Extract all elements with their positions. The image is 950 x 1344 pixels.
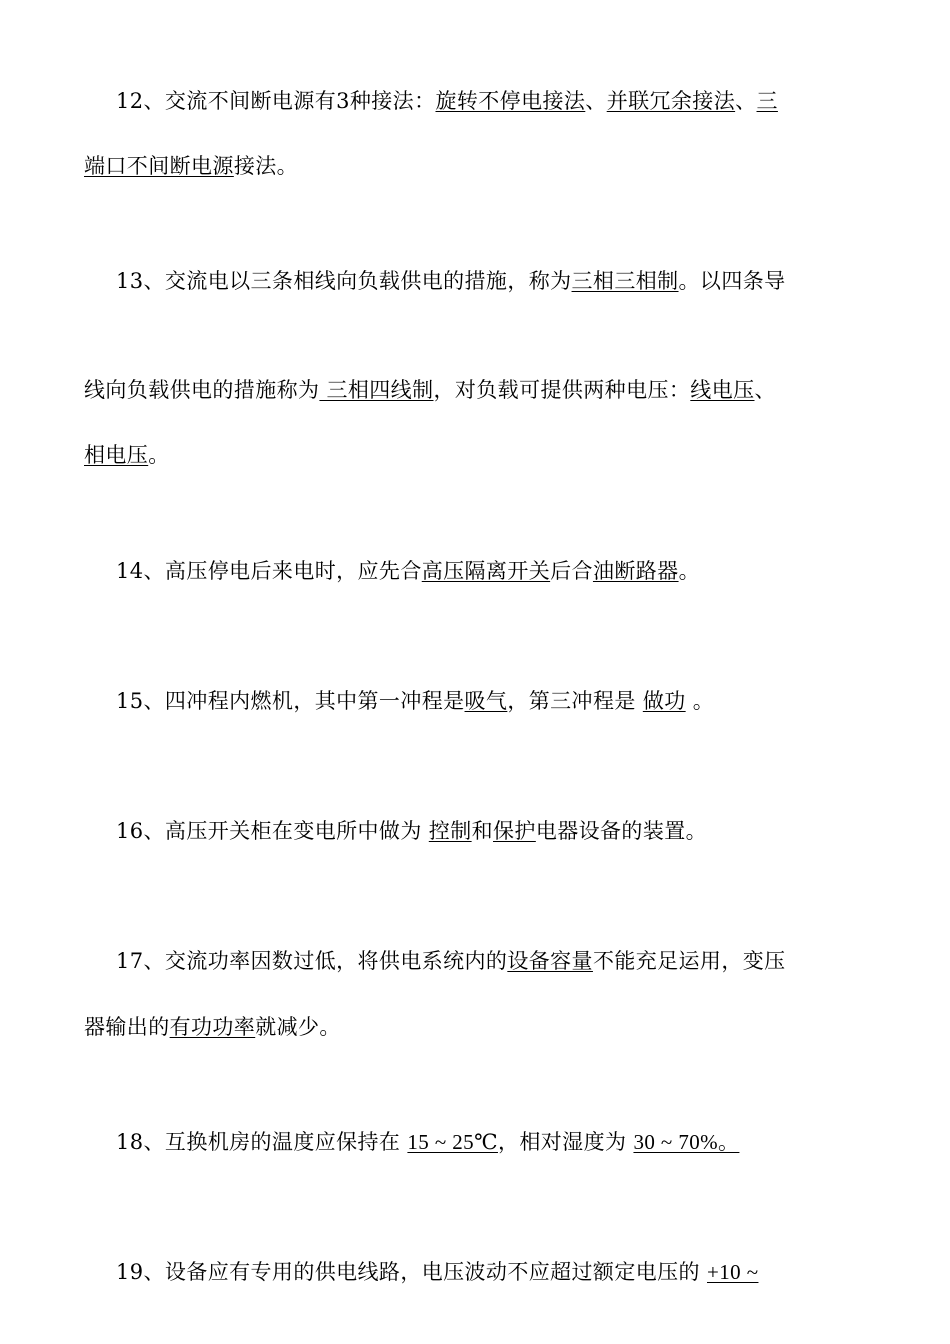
answer-temperature-range: 15 ~ 25℃ [407,1130,498,1154]
item-13-text-3: ，对负载可提供两种电压： [433,378,691,402]
separator: 、 [585,89,607,113]
item-17-text-end: 就减少。 [255,1015,341,1039]
item-15-text-2: ，第三冲程是 [507,689,643,713]
item-13-text: 13、交流电以三条相线向负载供电的措施，称为 [116,269,572,293]
item-17-text: 17、交流功率因数过低，将供电系统内的 [116,949,508,973]
period: 。 [685,689,715,713]
item-17-line-2 [84,1012,869,1042]
period: 。 [678,559,700,583]
item-12-text-end: 接法。 [233,154,299,178]
item-12-text: 12、交流不间断电源有3种接法： [116,89,436,113]
answer-hv-isolator: 高压隔离开关 [421,559,551,583]
item-14-text: 14、高压停电后来电时，应先合 [116,559,422,583]
answer-oil-breaker: 油断路器 [592,559,679,583]
item-16-line [116,816,869,846]
item-17-text-2: 器输出的 [84,1015,170,1039]
answer-control: 控制 [428,819,472,843]
item-16-text-end: 电器设备的装置。 [535,819,708,843]
item-16-text: 16、高压开关柜在变电所中做为 [116,819,429,843]
answer-equipment-capacity: 设备容量 [507,949,593,973]
item-14-text-2: 后合 [550,559,593,583]
separator: 、 [735,89,757,113]
item-19-text: 19、设备应有专用的供电线路，电压波动不应超过额定电压的 [116,1260,707,1284]
item-13-line-3 [84,440,869,470]
separator: 、 [754,378,776,402]
item-17-line-1 [116,946,869,976]
answer-three-phase-four-wire: 三相四线制 [319,378,434,402]
answer-three-phase-three-wire: 三相三相制 [571,269,679,293]
item-18-text: 18、互换机房的温度应保持在 [116,1130,408,1154]
item-19-line [116,1257,869,1287]
period: 。 [148,443,170,467]
item-18-line [116,1127,869,1157]
answer-rotary-ups: 旋转不停电接法 [435,89,586,113]
item-13-text-2: 线向负载供电的措施称为 [84,378,320,402]
answer-phase-voltage: 相电压 [84,443,149,467]
item-15-line [116,686,869,716]
item-18-text-2: ，相对湿度为 [497,1130,634,1154]
item-17-text-cont: 不能充足运用，变压 [592,949,786,973]
item-13-text-cont: 。以四条导 [678,269,786,293]
answer-protection: 保护 [493,819,536,843]
answer-voltage-tolerance: +10 ~ [707,1260,759,1284]
item-13-line-2 [84,375,869,405]
answer-line-voltage: 线电压 [690,378,755,402]
answer-three-port-start: 三 [756,89,778,113]
item-12-line-2 [84,151,869,181]
answer-intake: 吸气 [464,689,508,713]
answer-humidity-range: 30 ~ 70%。 [633,1130,740,1154]
answer-active-power: 有功功率 [169,1015,256,1039]
answer-three-port-ups: 端口不间断电源 [84,154,234,178]
item-14-line [116,556,869,586]
item-13-line-1 [116,266,869,296]
answer-parallel-redundant: 并联冗余接法 [606,89,736,113]
item-15-text: 15、四冲程内燃机，其中第一冲程是 [116,689,465,713]
conjunction: 和 [471,819,494,843]
item-12-line-1 [116,86,869,116]
answer-power-stroke: 做功 [642,689,686,713]
